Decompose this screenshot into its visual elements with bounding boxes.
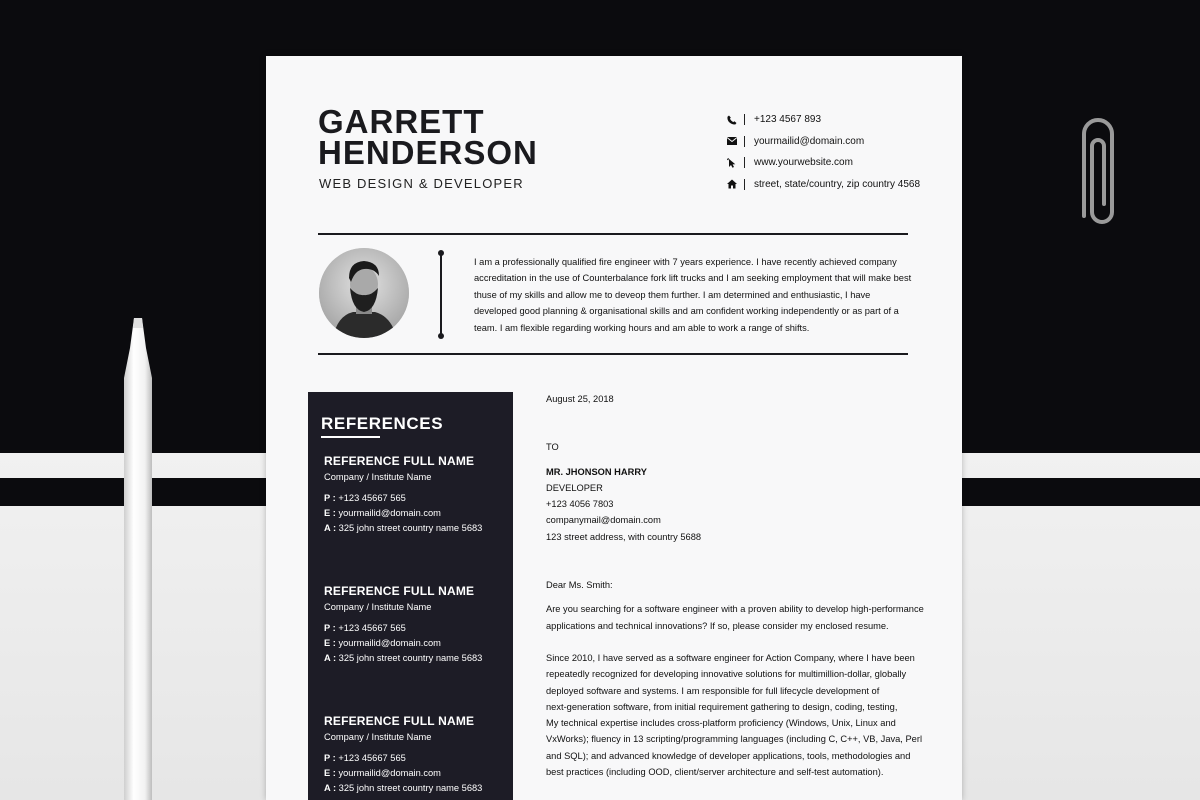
- profile-summary: I am a professionally qualified fire engineer with 7 years experience. I have recently achieved company accreditation in the use of Counterbalance fork lift trucks and I am seeking employment that will make best thuse of my skills and allow me to deveop them further. I am determined and enthusiastic, I have developed good planning & organisational skills and am confident working independently or as part of a team. I am flexible regarding working hours and am able to work a range of shifts.: [474, 257, 912, 333]
- cursor-icon: [726, 157, 738, 169]
- reference-address: A : 325 john street country name 5683: [324, 523, 483, 533]
- contact-list: [726, 109, 956, 195]
- contact-phone: [726, 109, 956, 131]
- contact-email: [726, 131, 956, 153]
- references-title: REFERENCES: [321, 414, 444, 433]
- pencil-icon: [121, 318, 155, 800]
- reference-company: Company / Institute Name: [324, 472, 432, 482]
- reference-phone: P : +123 45667 565: [324, 623, 406, 633]
- contact-text: +123 4567 893: [754, 114, 822, 126]
- contact-text: yourmailid@domain.com: [754, 135, 865, 147]
- reference-company: Company / Institute Name: [324, 732, 432, 742]
- contact-website: [726, 152, 956, 174]
- reference-email: E : yourmailid@domain.com: [324, 638, 441, 648]
- reference-company: Company / Institute Name: [324, 602, 432, 612]
- envelope-icon: [726, 135, 738, 147]
- divider-bottom: [318, 353, 908, 355]
- letter-to: TO: [546, 442, 559, 453]
- contact-address: [726, 174, 956, 196]
- letter-paragraph-1: Are you searching for a software engineer with a proven ability to develop high-performance applications and technical innovations? If so, please consider my enclosed resume.: [546, 604, 924, 631]
- summary-divider-dot: [438, 333, 444, 339]
- summary-divider: [440, 252, 442, 338]
- contact-separator: [744, 136, 745, 147]
- contact-separator: [744, 114, 745, 125]
- name-last: HENDERSON: [318, 134, 538, 171]
- letter-greeting: Dear Ms. Smith:: [546, 580, 613, 591]
- recipient-phone: +123 4056 7803: [546, 499, 614, 510]
- phone-icon: [726, 114, 738, 126]
- recipient-address: 123 street address, with country 5688: [546, 531, 702, 542]
- letter-paragraph-2: Since 2010, I have served as a software engineer for Action Company, where I have been repeatedly recognized for developing innovative solutions for multimillion-dollar, globally deployed software and systems. I am responsible for full lifecycle development of next-generation software, from initial requirement gathering to design, coding, testing, My technical expertise includes cross-platform proficiency (Windows, Unix, Linux and VxWorks); fluency in 13 scripting/programming languages (including C, C++, VB, Java, Perl and SQL); and advanced knowledge of developer applications, tools, methodologies and best practices (including OOD, client/server architecture and self-test automation).: [546, 652, 923, 778]
- reference-email: E : yourmailid@domain.com: [324, 508, 441, 518]
- recipient-email: companymail@domain.com: [546, 515, 661, 526]
- candidate-name: [318, 103, 538, 171]
- recipient-name: MR. JHONSON HARRY: [546, 466, 647, 477]
- recipient-role: DEVELOPER: [546, 482, 603, 493]
- divider-top: [318, 233, 908, 235]
- reference-phone: P : +123 45667 565: [324, 753, 406, 763]
- contact-text: street, state/country, zip country 4568: [754, 178, 921, 190]
- reference-name: REFERENCE FULL NAME: [324, 584, 475, 598]
- contact-text: www.yourwebsite.com: [754, 157, 853, 169]
- contact-separator: [744, 179, 745, 190]
- reference-item: [324, 584, 509, 666]
- reference-phone: P : +123 45667 565: [324, 493, 406, 503]
- reference-name: REFERENCE FULL NAME: [324, 454, 475, 468]
- resume-sheet: [266, 56, 962, 800]
- references-underline: [321, 436, 380, 438]
- contact-separator: [744, 157, 745, 168]
- name-first: GARRETT: [318, 103, 485, 140]
- reference-address: A : 325 john street country name 5683: [324, 783, 483, 793]
- reference-address: A : 325 john street country name 5683: [324, 653, 483, 663]
- cover-letter: [546, 391, 926, 780]
- summary-divider-dot: [438, 250, 444, 256]
- letter-date: August 25, 2018: [546, 394, 614, 404]
- reference-email: E : yourmailid@domain.com: [324, 768, 441, 778]
- profile-photo: [319, 248, 409, 338]
- reference-name: REFERENCE FULL NAME: [324, 714, 475, 728]
- paperclip-icon: [1072, 112, 1122, 236]
- candidate-role: WEB DESIGN & DEVELOPER: [319, 176, 524, 191]
- home-icon: [726, 178, 738, 190]
- reference-item: [324, 714, 509, 796]
- reference-item: [324, 454, 509, 536]
- references-panel: [308, 392, 513, 800]
